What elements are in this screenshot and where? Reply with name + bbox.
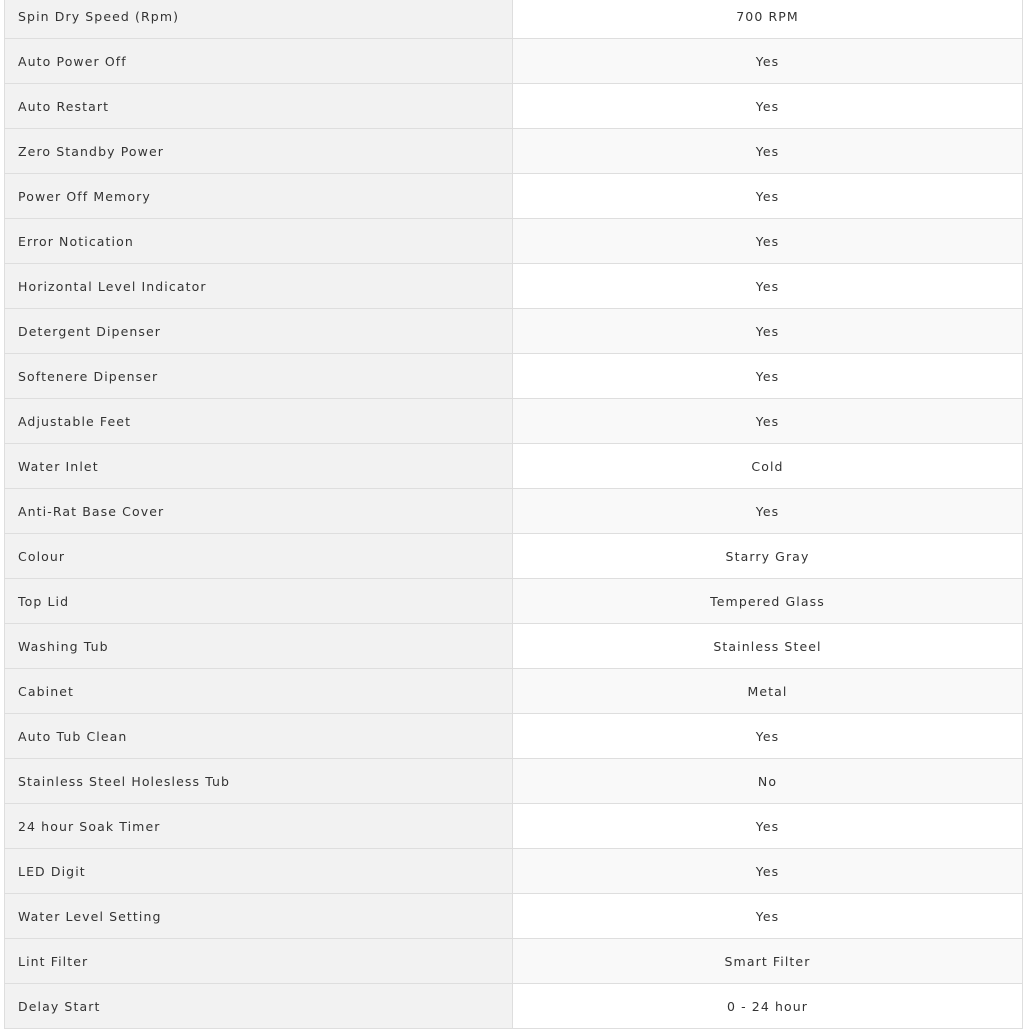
- table-row: [5, 534, 1023, 579]
- spec-label: Zero Standby Power: [5, 129, 513, 174]
- spec-value: Yes: [513, 129, 1023, 174]
- spec-label: Horizontal Level Indicator: [5, 264, 513, 309]
- spec-value: Yes: [513, 489, 1023, 534]
- table-row: [5, 309, 1023, 354]
- spec-label: Lint Filter: [5, 939, 513, 984]
- spec-value: 0 - 24 hour: [513, 984, 1023, 1029]
- table-row: [5, 984, 1023, 1029]
- spec-value: Yes: [513, 309, 1023, 354]
- spec-label: Auto Power Off: [5, 39, 513, 84]
- spec-value: Starry Gray: [513, 534, 1023, 579]
- spec-label: Top Lid: [5, 579, 513, 624]
- table-row: [5, 264, 1023, 309]
- spec-label: Spin Dry Speed (Rpm): [5, 0, 513, 39]
- table-row: [5, 489, 1023, 534]
- spec-label: Adjustable Feet: [5, 399, 513, 444]
- spec-value: Yes: [513, 354, 1023, 399]
- spec-value: Yes: [513, 84, 1023, 129]
- spec-value: Tempered Glass: [513, 579, 1023, 624]
- table-row: [5, 714, 1023, 759]
- spec-value: Yes: [513, 399, 1023, 444]
- table-row: [5, 0, 1023, 39]
- spec-value: Yes: [513, 264, 1023, 309]
- spec-label: Washing Tub: [5, 624, 513, 669]
- spec-value: Yes: [513, 174, 1023, 219]
- spec-label: Water Inlet: [5, 444, 513, 489]
- spec-label: Softenere Dipenser: [5, 354, 513, 399]
- spec-value: Smart Filter: [513, 939, 1023, 984]
- spec-label: Auto Tub Clean: [5, 714, 513, 759]
- table-row: [5, 759, 1023, 804]
- spec-label: 24 hour Soak Timer: [5, 804, 513, 849]
- spec-value: No: [513, 759, 1023, 804]
- spec-label: Cabinet: [5, 669, 513, 714]
- table-row: [5, 219, 1023, 264]
- spec-value: Yes: [513, 39, 1023, 84]
- table-row: [5, 669, 1023, 714]
- table-row: [5, 939, 1023, 984]
- spec-label: LED Digit: [5, 849, 513, 894]
- spec-label: Water Level Setting: [5, 894, 513, 939]
- specifications-table-body: [5, 0, 1023, 1029]
- table-row: [5, 39, 1023, 84]
- spec-label: Detergent Dipenser: [5, 309, 513, 354]
- spec-label: Anti-Rat Base Cover: [5, 489, 513, 534]
- table-row: [5, 399, 1023, 444]
- spec-label: Power Off Memory: [5, 174, 513, 219]
- table-row: [5, 894, 1023, 939]
- spec-value: Stainless Steel: [513, 624, 1023, 669]
- spec-value: Yes: [513, 849, 1023, 894]
- table-row: [5, 849, 1023, 894]
- table-row: [5, 354, 1023, 399]
- table-row: [5, 579, 1023, 624]
- table-row: [5, 804, 1023, 849]
- spec-value: Metal: [513, 669, 1023, 714]
- spec-value: Yes: [513, 804, 1023, 849]
- spec-value: Yes: [513, 894, 1023, 939]
- spec-label: Delay Start: [5, 984, 513, 1029]
- table-row: [5, 444, 1023, 489]
- spec-value: Cold: [513, 444, 1023, 489]
- table-row: [5, 624, 1023, 669]
- table-row: [5, 129, 1023, 174]
- spec-value: 700 RPM: [513, 0, 1023, 39]
- spec-label: Error Notication: [5, 219, 513, 264]
- spec-value: Yes: [513, 219, 1023, 264]
- spec-label: Auto Restart: [5, 84, 513, 129]
- table-row: [5, 174, 1023, 219]
- spec-label: Colour: [5, 534, 513, 579]
- spec-label: Stainless Steel Holesless Tub: [5, 759, 513, 804]
- specifications-table: [4, 0, 1023, 1029]
- spec-value: Yes: [513, 714, 1023, 759]
- table-row: [5, 84, 1023, 129]
